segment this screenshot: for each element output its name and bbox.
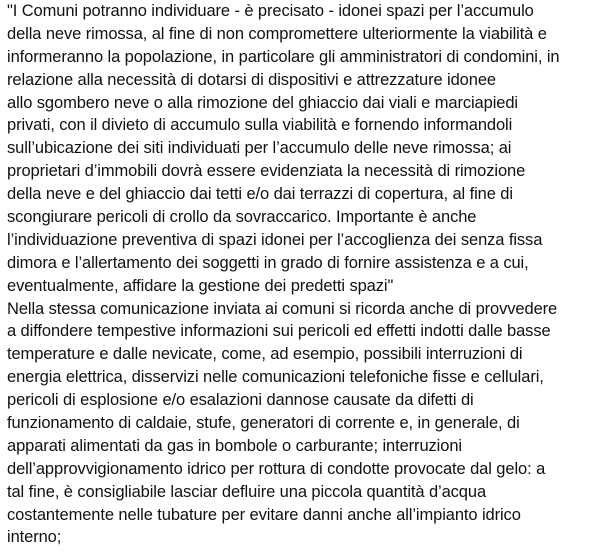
text-line: interno; <box>7 528 62 547</box>
text-line: informeranno la popolazione, in particolare gli amministratori di condomini, in <box>7 47 560 66</box>
text-line: costantemente nelle tubature per evitare danni anche all’impianto idrico <box>7 505 521 524</box>
text-line: eventualmente, affidare la gestione dei predetti spazi" <box>7 276 394 295</box>
text-line: sull’ubicazione dei siti individuati per l’accumulo delle neve rimossa; ai <box>7 139 512 158</box>
body-paragraph <box>7 298 597 550</box>
text-line: della neve rimossa, al fine di non compromettere ulteriormente la viabilità e <box>7 24 547 43</box>
text-line: apparati alimentati da gas in bombole o carburante; interruzioni <box>7 436 462 455</box>
article-text <box>7 0 597 549</box>
text-line: a diffondere tempestive informazioni sui pericoli ed effetti indotti dalle basse <box>7 322 551 341</box>
text-line: proprietari d’immobili dovrà essere evidenziata la necessità di rimozione <box>7 162 526 181</box>
text-line: l’individuazione preventiva di spazi idonei per l’accoglienza dei senza fissa <box>7 230 543 249</box>
quoted-paragraph <box>7 0 597 298</box>
text-line: energia elettrica, disservizi nelle comunicazioni telefoniche fisse e cellulari, <box>7 368 544 387</box>
text-line: temperature e dalle nevicate, come, ad esempio, possibili interruzioni di <box>7 345 523 364</box>
text-line: allo sgombero neve o alla rimozione del ghiaccio dai viali e marciapiedi <box>7 93 518 112</box>
text-line: dell’approvvigionamento idrico per rottura di condotte provocate dal gelo: a <box>7 459 546 478</box>
text-line: scongiurare pericoli di crollo da sovraccarico. Importante è anche <box>7 208 477 227</box>
text-line: privati, con il divieto di accumulo sulla viabilità e fornendo informandoli <box>7 116 513 135</box>
text-line: Nella stessa comunicazione inviata ai comuni si ricorda anche di provvedere <box>7 299 558 318</box>
text-line: pericoli di esplosione e/o esalazioni dannose causate da difetti di <box>7 391 474 410</box>
text-line: funzionamento di caldaie, stufe, generatori di corrente e, in generale, di <box>7 414 520 433</box>
text-line: tal fine, è consigliabile lasciar defluire una piccola quantità d’acqua <box>7 482 487 501</box>
text-line: della neve e del ghiaccio dai tetti e/o dai terrazzi di copertura, al fine di <box>7 185 513 204</box>
text-line: relazione alla necessità di dotarsi di dispositivi e attrezzature idonee <box>7 70 496 89</box>
text-line: "I Comuni potranno individuare - è precisato - idonei spazi per l’accumulo <box>7 2 534 20</box>
text-line: dimora e l’allertamento dei soggetti in grado di fornire assistenza e a cui, <box>7 253 529 272</box>
